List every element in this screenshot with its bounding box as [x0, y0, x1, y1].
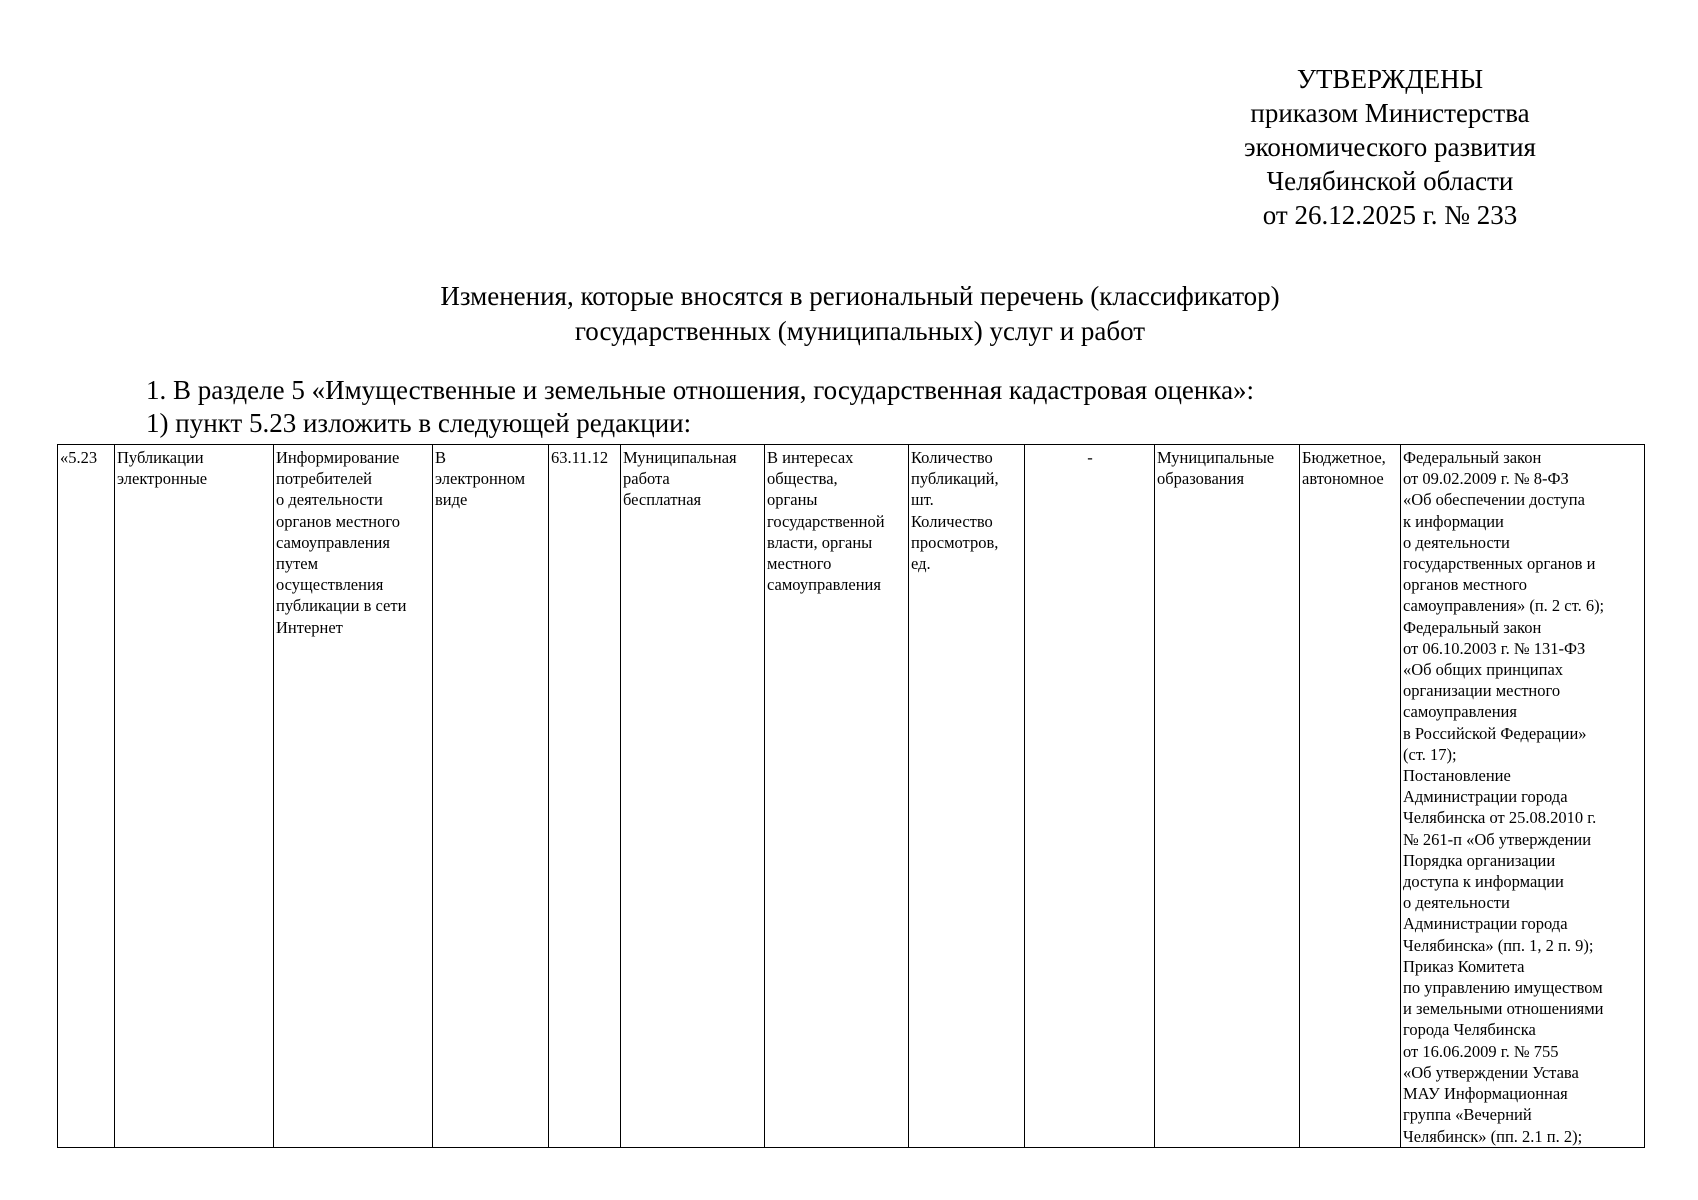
cell-text: «Об утверждении Устава — [1403, 1062, 1579, 1082]
classifier-table — [57, 444, 1645, 1148]
cell-text: о деятельности — [1403, 893, 1510, 913]
approval-line: УТВЕРЖДЕНЫ — [1296, 64, 1484, 94]
cell-owners — [1155, 445, 1300, 1148]
document-title — [160, 279, 1560, 349]
cell-text: органы — [767, 490, 818, 510]
cell-text: «Об общих принципах — [1403, 660, 1564, 680]
cell-form — [433, 445, 549, 1148]
intro-item: 1) пункт 5.23 изложить в следующей редакции: — [146, 408, 692, 438]
title-line: государственных (муниципальных) услуг и работ — [574, 316, 1146, 346]
cell-text: Челябинска от 25.08.2010 г. — [1403, 808, 1597, 828]
cell-text: электронном — [435, 469, 526, 489]
cell-text: Федеральный закон — [1403, 448, 1542, 467]
cell-text: № 261-п «Об утверждении — [1403, 829, 1592, 849]
cell-text: 63.11.12 — [551, 448, 609, 467]
cell-text: организации местного — [1403, 681, 1561, 701]
cell-text: органов местного — [276, 511, 400, 531]
cell-text: публикаций, — [911, 469, 999, 489]
approval-line: от 26.12.2025 г. № 233 — [1262, 200, 1518, 230]
cell-text: публикации в сети — [276, 596, 407, 616]
cell-text: доступа к информации — [1403, 872, 1564, 892]
cell-text: Публикации — [117, 448, 204, 467]
cell-text: виде — [435, 490, 468, 510]
cell-text: группа «Вечерний — [1403, 1105, 1532, 1125]
cell-text: от 16.06.2009 г. № 755 — [1403, 1041, 1559, 1061]
cell-text: от 06.10.2003 г. № 131-ФЗ — [1403, 638, 1586, 658]
cell-text: Челябинск» (пп. 2.1 п. 2); — [1403, 1126, 1583, 1146]
cell-consumers — [765, 445, 909, 1148]
cell-text: города Челябинска — [1403, 1020, 1536, 1040]
cell-text: работа — [623, 469, 670, 489]
cell-text: о деятельности — [276, 490, 383, 510]
cell-text: Муниципальная — [623, 448, 737, 467]
cell-text: В интересах — [767, 448, 854, 467]
cell-text: Федеральный закон — [1403, 617, 1542, 637]
title-line: Изменения, которые вносятся в региональный перечень (классификатор) — [440, 281, 1280, 311]
approval-line: Челябинской области — [1266, 166, 1514, 196]
cell-text: по управлению имуществом — [1403, 978, 1603, 998]
cell-text: самоуправления — [767, 575, 881, 595]
cell-content — [274, 445, 433, 1148]
cell-text: государственных органов и — [1403, 554, 1596, 574]
cell-legal-basis — [1401, 445, 1645, 1148]
cell-text: о деятельности — [1403, 532, 1510, 552]
cell-text: и земельными отношениями — [1403, 999, 1604, 1019]
cell-text: путем — [276, 554, 319, 574]
cell-name — [115, 445, 274, 1148]
cell-text: Интернет — [276, 617, 343, 637]
cell-text: Администрации города — [1403, 787, 1568, 807]
cell-text: автономное — [1302, 469, 1384, 489]
cell-text: в Российской Федерации» — [1403, 723, 1587, 743]
cell-text: В — [435, 448, 447, 467]
cell-text: МАУ Информационная — [1403, 1084, 1568, 1104]
cell-text: Муниципальные — [1157, 448, 1275, 467]
cell-text: «Об обеспечении доступа — [1403, 490, 1585, 510]
cell-text: государственной — [767, 511, 885, 531]
cell-text: органов местного — [1403, 575, 1527, 595]
cell-text: образования — [1157, 469, 1245, 489]
cell-okved — [549, 445, 621, 1148]
cell-text: Количество — [911, 511, 993, 531]
cell-text: самоуправления — [1403, 702, 1517, 722]
cell-text: шт. — [911, 490, 934, 510]
intro-block — [146, 374, 1646, 440]
cell-text: самоуправления — [276, 532, 390, 552]
cell-text: ед. — [911, 554, 931, 574]
cell-text: осуществления — [276, 575, 384, 595]
approval-block — [1200, 62, 1580, 232]
cell-text: Информирование — [276, 448, 400, 467]
cell-text: Челябинска» (пп. 1, 2 п. 9); — [1403, 935, 1594, 955]
cell-text: Порядка организации — [1403, 850, 1556, 870]
table-row — [58, 445, 1645, 1148]
cell-text: электронные — [117, 469, 208, 489]
cell-text: - — [1087, 448, 1093, 467]
cell-text: самоуправления» (п. 2 ст. 6); — [1403, 596, 1605, 616]
cell-text: Приказ Комитета — [1403, 956, 1525, 976]
cell-indicators — [909, 445, 1025, 1148]
cell-text: общества, — [767, 469, 838, 489]
cell-text: бесплатная — [623, 490, 702, 510]
cell-text: к информации — [1403, 511, 1504, 531]
cell-text: Постановление — [1403, 766, 1511, 786]
cell-text: (ст. 17); — [1403, 744, 1457, 764]
cell-text: Количество — [911, 448, 993, 467]
cell-text: местного — [767, 554, 832, 574]
cell-number — [58, 445, 115, 1148]
cell-text: власти, органы — [767, 532, 873, 552]
cell-text: Бюджетное, — [1302, 448, 1386, 467]
cell-text: Администрации города — [1403, 914, 1568, 934]
intro-section: 1. В разделе 5 «Имущественные и земельные отношения, государственная кадастровая оценка»: — [146, 375, 1255, 405]
cell-type — [621, 445, 765, 1148]
cell-quality — [1025, 445, 1155, 1148]
cell-text: просмотров, — [911, 532, 999, 552]
cell-institution — [1300, 445, 1401, 1148]
cell-text: от 09.02.2009 г. № 8-ФЗ — [1403, 469, 1569, 489]
approval-line: экономического развития — [1244, 132, 1536, 162]
cell-text: потребителей — [276, 469, 372, 489]
approval-line: приказом Министерства — [1250, 98, 1530, 128]
cell-text: «5.23 — [60, 448, 98, 467]
